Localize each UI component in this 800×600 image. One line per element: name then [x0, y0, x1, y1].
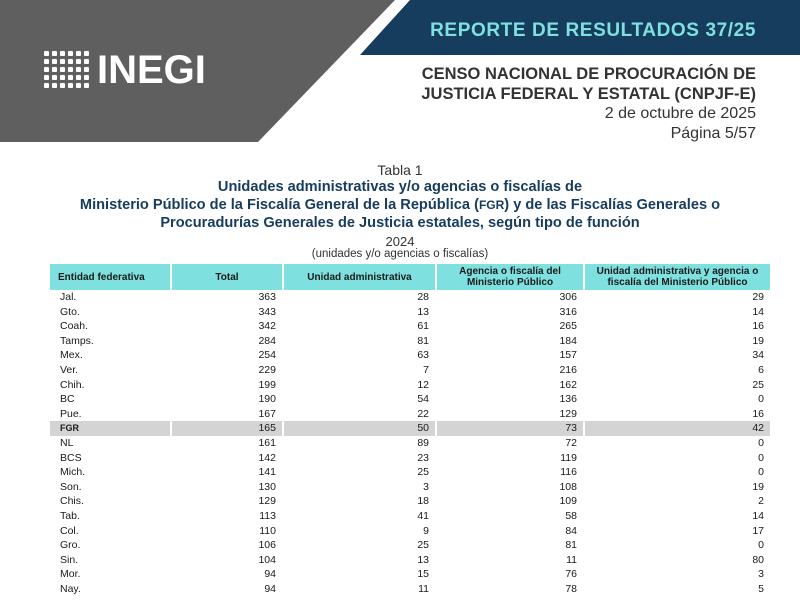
- cell-agencia: 162: [559, 378, 577, 391]
- column-header-unidad: Unidad administrativa: [284, 264, 435, 290]
- cell-total: 229: [258, 363, 276, 376]
- cell-unidad: 61: [417, 320, 429, 333]
- cell-agencia: 76: [565, 568, 577, 581]
- cell-total: 94: [264, 568, 276, 581]
- cell-unidad: 89: [417, 436, 429, 449]
- cell-total: 142: [258, 451, 276, 464]
- cell-unidad: 54: [417, 393, 429, 406]
- title-part-a: Ministerio Público de la Fiscalía General de la República (: [79, 197, 479, 213]
- cell-agencia: 84: [565, 524, 577, 537]
- table-row: [50, 348, 770, 363]
- cell-unidad: 63: [417, 349, 429, 362]
- cell-agencia: 157: [559, 349, 577, 362]
- cell-unidad: 15: [417, 568, 429, 581]
- cell-entidad: Pue.: [60, 407, 82, 420]
- cell-entidad: Col.: [60, 524, 79, 537]
- table-title-line1: Unidades administrativas y/o agencias o fiscalías de: [217, 179, 583, 195]
- cell-entidad: BCS: [60, 451, 82, 464]
- cell-mixta: 3: [758, 568, 764, 581]
- cell-entidad: Son.: [60, 480, 82, 493]
- cell-mixta: 19: [752, 334, 764, 347]
- table-row: [50, 465, 770, 480]
- cell-entidad: Tab.: [60, 509, 80, 522]
- census-title-line1: CENSO NACIONAL DE PROCURACIÓN DE: [421, 65, 756, 83]
- logo-dots-icon: [44, 51, 91, 90]
- cell-mixta: 14: [752, 509, 764, 522]
- table-row: [50, 538, 770, 553]
- table-units: (unidades y/o agencias o fiscalías): [311, 248, 489, 260]
- cell-entidad: Sin.: [60, 553, 79, 566]
- table-row: [50, 378, 770, 393]
- cell-mixta: 80: [752, 553, 764, 566]
- cell-mixta: 0: [758, 436, 764, 449]
- cell-entidad: BC: [60, 393, 75, 406]
- cell-unidad: 3: [423, 480, 429, 493]
- cell-mixta: 0: [758, 539, 764, 552]
- table-body: [50, 290, 770, 596]
- cell-unidad: 25: [417, 466, 429, 479]
- table-row: [50, 319, 770, 334]
- cell-total: 141: [258, 466, 276, 479]
- table-title-line2: [0, 196, 800, 214]
- cell-total: 167: [258, 407, 276, 420]
- cell-mixta: 16: [752, 320, 764, 333]
- cell-mixta: 2: [758, 495, 764, 508]
- cell-mixta: 5: [758, 582, 764, 595]
- report-title: REPORTE DE RESULTADOS 37/25: [430, 20, 756, 41]
- column-header-agencia: Agencia o fiscalía del Ministerio Público: [437, 264, 583, 290]
- column-header-entidad: Entidad federativa: [50, 264, 170, 290]
- table-row: [50, 480, 770, 495]
- cell-entidad: Coah.: [60, 320, 89, 333]
- cell-mixta: 42: [585, 421, 770, 436]
- cell-unidad: 12: [417, 378, 429, 391]
- cell-mixta: 6: [758, 363, 764, 376]
- cell-mixta: 34: [752, 349, 764, 362]
- cell-total: 254: [258, 349, 276, 362]
- cell-agencia: 119: [560, 451, 577, 464]
- cell-entidad: Chis.: [60, 495, 84, 508]
- cell-total: 199: [258, 378, 276, 391]
- table-title-line3: Procuradurías Generales de Justicia estatales, según tipo de función: [160, 215, 640, 231]
- census-title-line2: JUSTICIA FEDERAL Y ESTATAL (CNPJF-E): [421, 85, 756, 103]
- cell-agencia: 136: [559, 393, 577, 406]
- table-row: [50, 553, 770, 568]
- cell-mixta: 14: [752, 305, 764, 318]
- cell-agencia: 316: [559, 305, 577, 318]
- cell-unidad: 9: [423, 524, 429, 537]
- table-row: [50, 436, 770, 451]
- table-row: [50, 392, 770, 407]
- cell-entidad: Gro.: [60, 539, 81, 552]
- table-row: [50, 567, 770, 582]
- cell-agencia: 73: [437, 421, 583, 436]
- cell-total: 106: [258, 539, 276, 552]
- cell-agencia: 81: [565, 539, 577, 552]
- table-row: [50, 509, 770, 524]
- cell-entidad: Mex.: [60, 349, 83, 362]
- table-header-row: [50, 264, 770, 290]
- cell-agencia: 216: [559, 363, 577, 376]
- table-label: Tabla 1: [377, 162, 423, 178]
- cell-unidad: 11: [418, 582, 429, 595]
- cell-unidad: 13: [417, 305, 429, 318]
- table-row: [50, 334, 770, 349]
- title-part-b: ) y de las Fiscalías Generales o: [504, 197, 721, 213]
- cell-total: 104: [258, 553, 276, 566]
- cell-total: 343: [258, 305, 276, 318]
- cell-unidad: 23: [417, 451, 429, 464]
- table-row: [50, 407, 770, 422]
- census-info: [421, 64, 756, 144]
- table-row: [50, 451, 770, 466]
- cell-entidad: Tamps.: [60, 334, 94, 347]
- cell-mixta: 17: [752, 524, 764, 537]
- inegi-logo: [44, 50, 206, 90]
- logo-text: INEGI: [97, 48, 206, 92]
- cell-unidad: 18: [417, 495, 429, 508]
- table-title: [0, 178, 800, 232]
- cell-mixta: 19: [752, 480, 764, 493]
- table-row: [50, 363, 770, 378]
- cell-mixta: 0: [758, 393, 764, 406]
- table-row: [50, 582, 770, 597]
- cell-total: 161: [258, 436, 276, 449]
- cell-unidad: 25: [417, 539, 429, 552]
- table-row: [50, 524, 770, 539]
- cell-unidad: 7: [423, 363, 429, 376]
- cell-mixta: 16: [752, 407, 764, 420]
- column-header-total: Total: [172, 264, 282, 290]
- cell-total: 363: [258, 291, 276, 303]
- cell-entidad: Gto.: [60, 305, 80, 318]
- cell-agencia: 184: [559, 334, 577, 347]
- cell-unidad: 22: [417, 407, 429, 420]
- table-year: 2024: [385, 234, 415, 249]
- cell-mixta: 25: [752, 378, 764, 391]
- cell-unidad: 50: [284, 421, 435, 436]
- cell-total: 165: [172, 421, 282, 436]
- cell-total: 284: [258, 334, 276, 347]
- cell-agencia: 116: [560, 466, 577, 479]
- cell-total: 130: [258, 480, 276, 493]
- cell-entidad: NL: [60, 436, 74, 449]
- table-row: [50, 494, 770, 509]
- cell-agencia: 58: [565, 509, 577, 522]
- cell-entidad: Jal.: [60, 291, 77, 303]
- table-row: [50, 421, 770, 436]
- cell-entidad: Mor.: [60, 568, 81, 581]
- report-date: 2 de octubre de 2025: [604, 105, 756, 122]
- cell-agencia: 11: [566, 553, 577, 566]
- page-number: Página 5/57: [670, 125, 756, 142]
- cell-unidad: 81: [417, 334, 429, 347]
- cell-total: 113: [259, 509, 276, 522]
- cell-entidad: Chih.: [60, 378, 85, 391]
- cell-entidad: Mich.: [60, 466, 86, 479]
- table-row: [50, 290, 770, 305]
- cell-agencia: 129: [559, 407, 577, 420]
- cell-agencia: 265: [559, 320, 577, 333]
- title-fgr: FGR: [478, 198, 505, 212]
- cell-mixta: 29: [752, 291, 764, 303]
- cell-unidad: 13: [417, 553, 429, 566]
- cell-agencia: 108: [559, 480, 577, 493]
- cell-mixta: 0: [758, 466, 764, 479]
- column-header-mixta: Unidad administrativa y agencia o fiscalía del Ministerio Público: [585, 264, 770, 290]
- cell-total: 129: [258, 495, 276, 508]
- cell-total: 110: [259, 524, 276, 537]
- cell-mixta: 0: [758, 451, 764, 464]
- cell-agencia: 78: [565, 582, 577, 595]
- cell-entidad: Ver.: [60, 363, 79, 376]
- cell-total: 342: [258, 320, 276, 333]
- cell-total: 190: [258, 393, 276, 406]
- cell-entidad: FGR: [50, 421, 170, 436]
- cell-agencia: 306: [559, 291, 577, 303]
- table-row: [50, 305, 770, 320]
- data-table: [48, 264, 772, 596]
- cell-total: 94: [264, 582, 276, 595]
- cell-agencia: 72: [565, 436, 577, 449]
- cell-agencia: 109: [559, 495, 577, 508]
- cell-unidad: 41: [417, 509, 429, 522]
- cell-unidad: 28: [417, 291, 429, 303]
- cell-entidad: Nay.: [60, 582, 81, 595]
